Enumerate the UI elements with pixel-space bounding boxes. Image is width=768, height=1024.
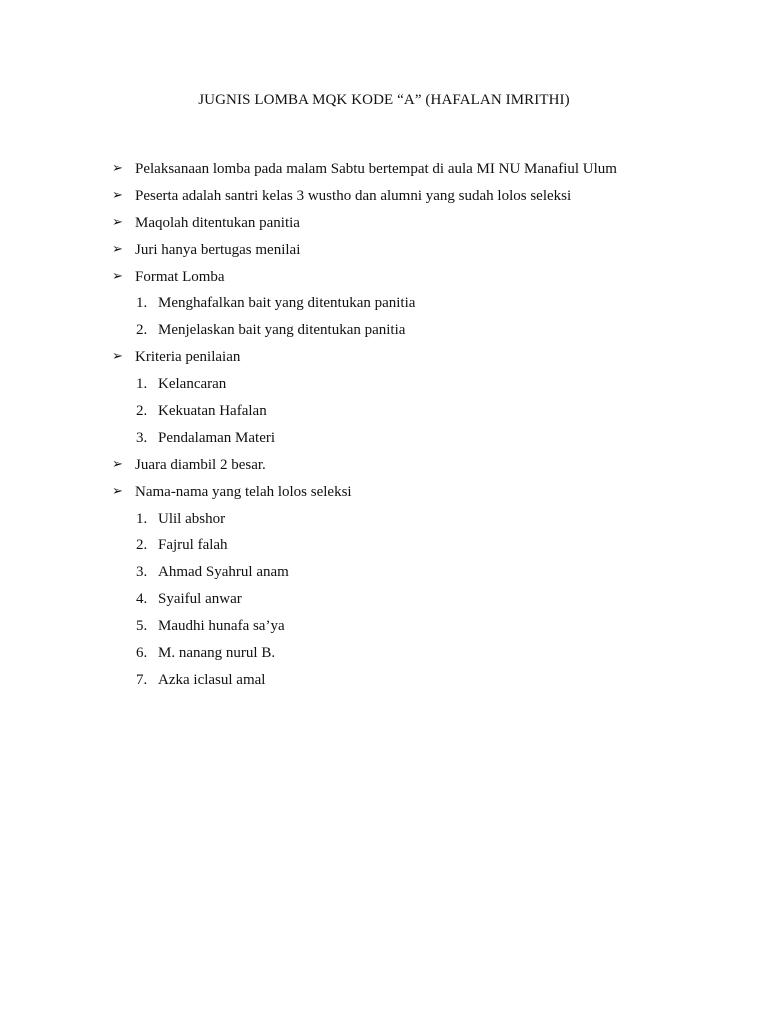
list-item-text: Peserta adalah santri kelas 3 wustho dan alumni yang sudah lolos seleksi — [135, 187, 572, 204]
numbered-sub-item — [112, 669, 732, 696]
sub-item-number: 2. — [136, 403, 148, 420]
sub-item-text: Kelancaran — [158, 376, 227, 393]
numbered-sub-item — [112, 588, 732, 615]
list-item-text: Nama-nama yang telah lolos seleksi — [135, 483, 352, 500]
numbered-sub-item — [112, 373, 732, 400]
numbered-sub-item — [112, 508, 732, 535]
numbered-sub-item — [112, 319, 732, 346]
arrow-bullet-icon: ➢ — [112, 483, 123, 499]
numbered-sub-item — [112, 561, 732, 588]
list-item-text: Juara diambil 2 besar. — [135, 456, 266, 473]
arrow-bullet-icon: ➢ — [112, 349, 123, 365]
arrow-bullet-icon: ➢ — [112, 214, 123, 230]
list-item — [112, 266, 732, 293]
numbered-sub-item — [112, 292, 732, 319]
sub-item-text: Menjelaskan bait yang ditentukan panitia — [158, 322, 406, 339]
sub-item-text: Maudhi hunafa sa’ya — [158, 618, 285, 635]
sub-item-number: 2. — [136, 322, 148, 339]
sub-item-text: M. nanang nurul B. — [158, 645, 276, 662]
arrow-bullet-icon: ➢ — [112, 456, 123, 472]
sub-item-number: 3. — [136, 564, 148, 581]
arrow-bullet-icon: ➢ — [112, 268, 123, 284]
sub-item-number: 1. — [136, 510, 148, 527]
list-item — [112, 158, 732, 185]
sub-item-number: 1. — [136, 295, 148, 312]
numbered-sub-item — [112, 427, 732, 454]
sub-item-number: 4. — [136, 591, 148, 608]
numbered-sub-item — [112, 615, 732, 642]
list-item — [112, 481, 732, 508]
numbered-sub-item — [112, 400, 732, 427]
numbered-sub-item — [112, 642, 732, 669]
list-item-text: Pelaksanaan lomba pada malam Sabtu bertempat di aula MI NU Manafiul Ulum — [135, 161, 617, 177]
list-item-text: Maqolah ditentukan panitia — [135, 214, 300, 231]
sub-item-number: 5. — [136, 618, 148, 635]
document-title: JUGNIS LOMBA MQK KODE “A” (HAFALAN IMRITHI) — [198, 92, 570, 108]
sub-item-text: Fajrul falah — [158, 537, 228, 554]
list-item — [112, 185, 732, 212]
sub-item-text: Pendalaman Materi — [158, 429, 276, 446]
sub-item-text: Azka iclasul amal — [158, 671, 266, 688]
sub-item-number: 6. — [136, 645, 148, 662]
list-item — [112, 454, 732, 481]
list-item-text: Juri hanya bertugas menilai — [135, 241, 301, 258]
sub-item-number: 3. — [136, 429, 148, 446]
numbered-sub-item — [112, 534, 732, 561]
arrow-bullet-icon: ➢ — [112, 241, 123, 257]
list-item-text: Format Lomba — [135, 268, 225, 285]
list-item — [112, 346, 732, 373]
sub-item-text: Menghafalkan bait yang ditentukan panitia — [158, 295, 416, 312]
arrow-bullet-icon: ➢ — [112, 161, 123, 176]
sub-item-text: Ahmad Syahrul anam — [158, 564, 289, 581]
sub-item-number: 2. — [136, 537, 148, 554]
sub-item-number: 1. — [136, 376, 148, 393]
list-item — [112, 239, 732, 266]
bullet-list — [112, 158, 732, 696]
list-item-text: Kriteria penilaian — [135, 349, 241, 366]
sub-item-number: 7. — [136, 671, 148, 688]
sub-item-text: Ulil abshor — [158, 510, 226, 527]
list-item — [112, 212, 732, 239]
sub-item-text: Kekuatan Hafalan — [158, 403, 267, 420]
sub-item-text: Syaiful anwar — [158, 591, 242, 608]
arrow-bullet-icon: ➢ — [112, 187, 123, 203]
